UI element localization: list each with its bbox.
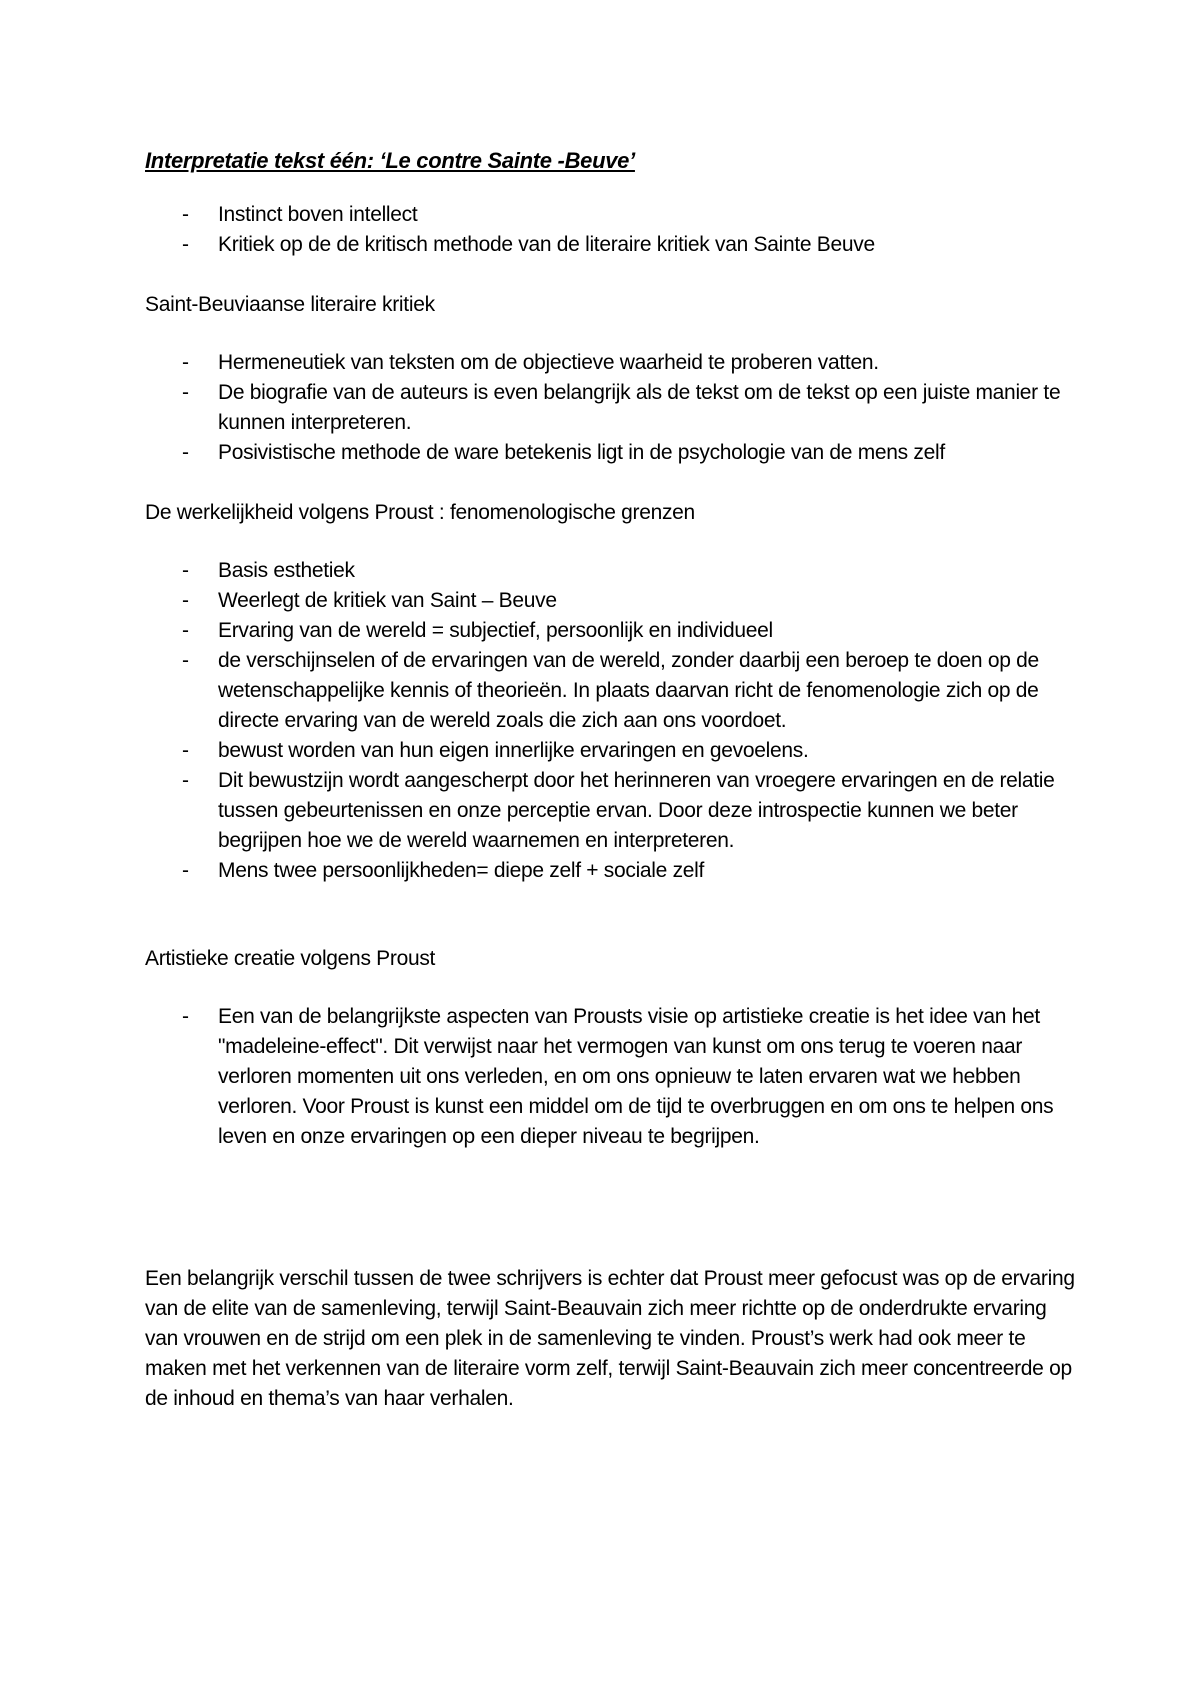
section-heading-werkelijkheid: De werkelijkheid volgens Proust : fenomenologische grenzen	[145, 501, 695, 524]
section-heading-saint-beuve: Saint-Beuviaanse literaire kritiek	[145, 293, 435, 316]
dash-bullet: -	[182, 589, 189, 612]
list-item: - de verschijnselen of de ervaringen van de wereld, zonder daarbij een beroep te doen op de wetenschappelijke kennis of theorieën. In plaats daarvan richt de fenomenologie zich op de directe ervaring van de wereld zoals die zich aan ons voordoet.	[145, 646, 1080, 736]
list-item: - bewust worden van hun eigen innerlijke ervaringen en gevoelens.	[145, 736, 1080, 766]
list-item: - Basis esthetiek	[145, 556, 1080, 586]
document-content	[145, 146, 1080, 1414]
intro-list	[145, 200, 1080, 260]
list-item: - Posivistische methode de ware betekenis ligt in de psychologie van de mens zelf	[145, 438, 1080, 468]
list-item: - Hermeneutiek van teksten om de objectieve waarheid te proberen vatten.	[145, 348, 1080, 378]
closing-paragraph: Een belangrijk verschil tussen de twee schrijvers is echter dat Proust meer gefocust was op de ervaring van de elite van de samenleving, terwijl Saint-Beauvain zich meer richtte op de onderdrukte ervaring van vrouwen en de strijd om een plek in de samenleving te vinden. Proust’s werk had ook meer te maken met het verkennen van de literaire vorm zelf, terwijl Saint-Beauvain zich meer concentreerde op de inhoud en thema’s van haar verhalen.	[145, 1267, 1075, 1410]
list-item: - Dit bewustzijn wordt aangescherpt door het herinneren van vroegere ervaringen en de relatie tussen gebeurtenissen en onze perceptie ervan. Door deze introspectie kunnen we beter begrijpen hoe we de wereld waarnemen en interpreteren.	[145, 766, 1080, 856]
list-item: - Ervaring van de wereld = subjectief, persoonlijk en individueel	[145, 616, 1080, 646]
list-item: - Een van de belangrijkste aspecten van Prousts visie op artistieke creatie is het idee van het "madeleine-effect". Dit verwijst naar het vermogen van kunst om ons terug te voeren naar verloren momenten uit ons verleden, en om ons opnieuw te laten ervaren wat we hebben verloren. Voor Proust is kunst een middel om de tijd te overbruggen en om ons te helpen ons leven en onze ervaringen op een dieper niveau te begrijpen.	[145, 1002, 1080, 1152]
list-item: - De biografie van de auteurs is even belangrijk als de tekst om de tekst op een juiste manier te kunnen interpreteren.	[145, 378, 1080, 438]
dash-bullet: -	[182, 203, 189, 226]
dash-bullet: -	[182, 351, 189, 374]
section1-list	[145, 348, 1080, 468]
section-heading-artistieke-creatie: Artistieke creatie volgens Proust	[145, 947, 436, 970]
document-title: Interpretatie tekst één: ‘Le contre Sainte -Beuve’	[145, 148, 635, 173]
dash-bullet: -	[182, 381, 189, 404]
section3-list	[145, 1002, 1080, 1152]
list-item: - Mens twee persoonlijkheden= diepe zelf + sociale zelf	[145, 856, 1080, 886]
section2-list	[145, 556, 1080, 886]
dash-bullet: -	[182, 739, 189, 762]
dash-bullet: -	[182, 649, 189, 672]
dash-bullet: -	[182, 859, 189, 882]
dash-bullet: -	[182, 559, 189, 582]
dash-bullet: -	[182, 619, 189, 642]
list-item: - Kritiek op de de kritisch methode van de literaire kritiek van Sainte Beuve	[145, 230, 1080, 260]
dash-bullet: -	[182, 769, 189, 792]
dash-bullet: -	[182, 1005, 189, 1028]
list-item: - Instinct boven intellect	[145, 200, 1080, 230]
dash-bullet: -	[182, 233, 189, 256]
dash-bullet: -	[182, 441, 189, 464]
list-item: - Weerlegt de kritiek van Saint – Beuve	[145, 586, 1080, 616]
